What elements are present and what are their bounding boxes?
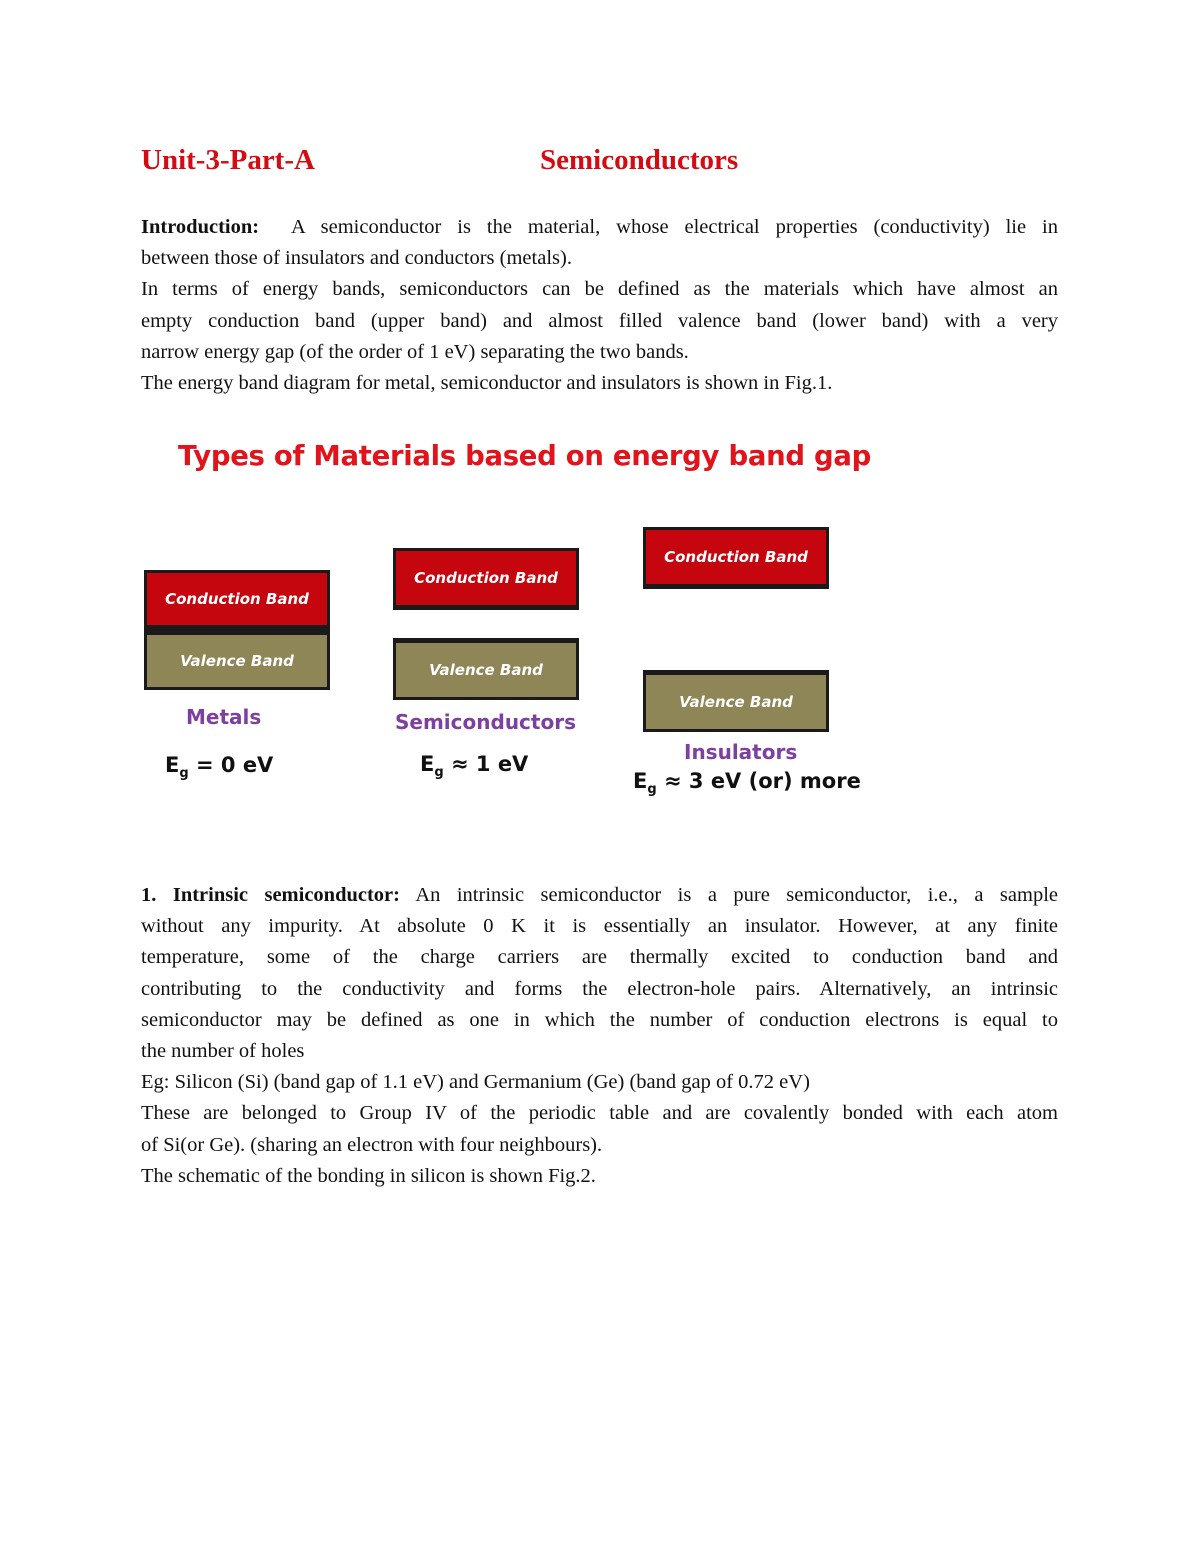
insulators-valence-band: Valence Band [643,670,829,732]
semiconductors-label: Semiconductors [395,710,576,734]
semiconductors-valence-band: Valence Band [393,638,579,700]
intrinsic-line: semiconductor may be defined as one in which the number of conduction electrons is equal to [141,1008,1058,1031]
intrinsic-line: without any impurity. At absolute 0 K it is essentially an insulator. However, at any finite [141,915,1058,938]
intro-line: narrow energy gap (of the order of 1 eV) separating the two bands. [141,340,689,363]
metals-valence-band: Valence Band [144,630,330,690]
introduction-paragraph [141,212,1058,399]
intrinsic-label: 1. Intrinsic semiconductor: [141,884,400,906]
subject-heading: Semiconductors [540,144,739,176]
introduction-label: Introduction: [141,216,260,238]
intro-line [141,212,1058,243]
insulators-band-gap: $E_g \approx 3$ eV (or) more [633,769,861,797]
figure-title: Types of Materials based on energy band gap [178,440,872,472]
metals-band-gap: $E_g = 0$ eV [165,753,274,781]
unit-heading: Unit-3-Part-A [141,144,315,176]
intro-text: A semiconductor is the material, whose electrical properties (conductivity) lie in [291,216,1058,238]
intrinsic-line: temperature, some of the charge carriers are thermally excited to conduction band and [141,946,1058,969]
examples-line: Eg: Silicon (Si) (band gap of 1.1 eV) and Germanium (Ge) (band gap of 0.72 eV) [141,1071,810,1094]
intrinsic-paragraph [141,880,1058,1192]
group-line: These are belonged to Group IV of the periodic table and are covalently bonded with each atom [141,1102,1058,1125]
intro-line: The energy band diagram for metal, semiconductor and insulators is shown in Fig.1. [141,372,833,395]
intro-line: In terms of energy bands, semiconductors can be defined as the materials which have almost an [141,278,1058,301]
intrinsic-line: 1. Intrinsic semiconductor: An intrinsic semiconductor is a pure semiconductor, i.e., a sample [141,884,1059,906]
insulators-label: Insulators [684,740,798,764]
intrinsic-line: the number of holes [141,1040,305,1063]
semiconductors-band-gap: $E_g \approx 1$ eV [420,752,529,780]
metals-conduction-band: Conduction Band [144,570,330,630]
intro-line: between those of insulators and conductors (metals). [141,247,572,270]
group-line: of Si(or Ge). (sharing an electron with four neighbours). [141,1133,603,1156]
metals-label: Metals [186,705,262,729]
intrinsic-line: contributing to the conductivity and forms the electron-hole pairs. Alternatively, an intrinsic [141,977,1058,1000]
semiconductors-conduction-band: Conduction Band [393,548,579,610]
intro-line: empty conduction band (upper band) and almost filled valence band (lower band) with a very [141,309,1058,332]
schematic-line: The schematic of the bonding in silicon is shown Fig.2. [141,1164,596,1187]
insulators-conduction-band: Conduction Band [643,527,829,589]
